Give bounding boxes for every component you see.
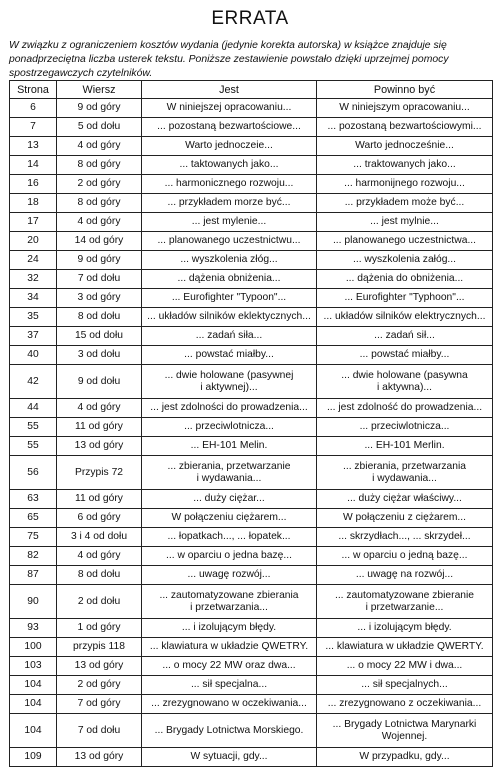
cell-is: ... pozostaną bezwartościowe... [142,118,317,137]
cell-page: 63 [10,490,57,509]
cell-line: 11 od góry [57,418,142,437]
cell-line: 7 od góry [57,695,142,714]
cell-should-be: W niniejszym opracowaniu... [317,99,493,118]
cell-should-be: ... dwie holowane (pasywna i aktywna)... [317,365,493,399]
cell-page: 24 [10,251,57,270]
cell-is: ... planowanego uczestnictwu... [142,232,317,251]
cell-should-be: ... Brygady Lotnictwa Marynarki Wojennej. [317,714,493,748]
cell-line: 13 od góry [57,437,142,456]
cell-is: ... zrezygnowano w oczekiwania... [142,695,317,714]
table-row [10,289,493,308]
cell-is: Warto jednoczeie... [142,137,317,156]
cell-line: 11 od góry [57,490,142,509]
cell-line: 13 od góry [57,657,142,676]
cell-should-be: ... o mocy 22 MW i dwa... [317,657,493,676]
cell-page: 103 [10,657,57,676]
cell-should-be: ... harmonijnego rozwoju... [317,175,493,194]
cell-page: 44 [10,399,57,418]
cell-is: ... klawiatura w układzie QWETRY. [142,638,317,657]
cell-is: ... przykładem morze być... [142,194,317,213]
cell-page: 40 [10,346,57,365]
cell-is: ... uwagę rozwój... [142,566,317,585]
cell-should-be: ... zrezygnowano z oczekiwania... [317,695,493,714]
cell-page: 42 [10,365,57,399]
table-row [10,695,493,714]
cell-should-be: W połączeniu z ciężarem... [317,509,493,528]
table-row [10,270,493,289]
cell-should-be: ... jest zdolność do prowadzenia... [317,399,493,418]
cell-line: Przypis 72 [57,456,142,490]
header-is: Jest [142,81,317,99]
cell-line: 1 od góry [57,619,142,638]
cell-page: 87 [10,566,57,585]
table-row [10,714,493,748]
cell-is: ... zadań siła... [142,327,317,346]
errata-table [9,80,493,767]
cell-line: 9 od dołu [57,365,142,399]
table-row [10,118,493,137]
cell-is: ... Eurofighter "Typoon"... [142,289,317,308]
cell-page: 56 [10,456,57,490]
cell-is: ... Brygady Lotnictwa Morskiego. [142,714,317,748]
table-row [10,528,493,547]
cell-line: 2 od góry [57,175,142,194]
table-row [10,232,493,251]
cell-is: ... układów silników eklektycznych... [142,308,317,327]
table-row [10,638,493,657]
errata-rows [10,99,493,767]
cell-line: 4 od góry [57,137,142,156]
cell-should-be: ... zadań sił... [317,327,493,346]
table-row [10,456,493,490]
cell-should-be: ... w oparciu o jedną bazę... [317,547,493,566]
cell-is: ... zautomatyzowane zbierania i przetwarzania... [142,585,317,619]
table-row [10,585,493,619]
cell-is: W połączeniu ciężarem... [142,509,317,528]
cell-page: 34 [10,289,57,308]
cell-should-be: ... pozostaną bezwartościowymi... [317,118,493,137]
table-row [10,137,493,156]
cell-should-be: ... zbierania, przetwarzania i wydawania... [317,456,493,490]
table-header-row [10,81,493,99]
cell-is: ... i izolującym błędy. [142,619,317,638]
cell-page: 55 [10,437,57,456]
cell-should-be: ... i izolującym błędy. [317,619,493,638]
table-row [10,156,493,175]
table-row [10,346,493,365]
intro-paragraph: W związku z ograniczeniem kosztów wydania (jedynie korekta autorska) w książce znajduje się ponadprzeciętna liczba usterek tekstu. Poniższe zestawienie powstało dzięki uprzejmej pomocy spostrzegawczych czytelników. [9,40,449,79]
cell-page: 35 [10,308,57,327]
table-row [10,418,493,437]
table-row [10,566,493,585]
cell-should-be: ... powstać miałby... [317,346,493,365]
cell-line: 3 od góry [57,289,142,308]
cell-line: 7 od dołu [57,270,142,289]
cell-page: 104 [10,695,57,714]
cell-is: ... jest mylenie... [142,213,317,232]
cell-should-be: ... duży ciężar właściwy... [317,490,493,509]
cell-is: W sytuacji, gdy... [142,748,317,767]
table-row [10,365,493,399]
cell-line: 14 od góry [57,232,142,251]
table-row [10,676,493,695]
table-row [10,251,493,270]
cell-is: ... dwie holowane (pasywnej i aktywnej)... [142,365,317,399]
cell-line: 3 od dołu [57,346,142,365]
cell-line: 5 od dołu [57,118,142,137]
cell-page: 20 [10,232,57,251]
cell-should-be: ... zautomatyzowane zbieranie i przetwarzanie... [317,585,493,619]
cell-page: 100 [10,638,57,657]
cell-should-be: ... wyszkolenia załóg... [317,251,493,270]
cell-page: 14 [10,156,57,175]
table-row [10,327,493,346]
cell-page: 6 [10,99,57,118]
cell-page: 109 [10,748,57,767]
cell-should-be: W przypadku, gdy... [317,748,493,767]
header-should-be: Powinno być [317,81,493,99]
cell-is: ... zbierania, przetwarzanie i wydawania... [142,456,317,490]
cell-is: ... sił specjalna... [142,676,317,695]
cell-is: ... taktowanych jako... [142,156,317,175]
table-row [10,509,493,528]
page-title: ERRATA [211,8,289,29]
cell-page: 18 [10,194,57,213]
cell-should-be: ... planowanego uczestnictwa... [317,232,493,251]
cell-page: 7 [10,118,57,137]
cell-page: 93 [10,619,57,638]
cell-is: ... łopatkach..., ... łopatek... [142,528,317,547]
cell-is: ... o mocy 22 MW oraz dwa... [142,657,317,676]
cell-line: 2 od dołu [57,585,142,619]
cell-page: 90 [10,585,57,619]
cell-line: 4 od góry [57,399,142,418]
cell-page: 32 [10,270,57,289]
cell-page: 104 [10,676,57,695]
header-page: Strona [10,81,57,99]
cell-line: przypis 118 [57,638,142,657]
cell-should-be: ... sił specjalnych... [317,676,493,695]
cell-page: 104 [10,714,57,748]
table-row [10,399,493,418]
cell-line: 7 od dołu [57,714,142,748]
table-row [10,99,493,118]
cell-should-be: ... układów silników elektrycznych... [317,308,493,327]
cell-page: 13 [10,137,57,156]
cell-line: 15 od dołu [57,327,142,346]
cell-is: ... EH-101 Melin. [142,437,317,456]
table-row [10,308,493,327]
cell-line: 8 od dołu [57,308,142,327]
cell-is: ... dążenia obniżenia... [142,270,317,289]
cell-is: ... harmonicznego rozwoju... [142,175,317,194]
table-row [10,437,493,456]
cell-is: ... duży ciężar... [142,490,317,509]
cell-is: ... jest zdolności do prowadzenia... [142,399,317,418]
table-row [10,194,493,213]
header-line: Wiersz [57,81,142,99]
cell-page: 82 [10,547,57,566]
cell-should-be: ... przeciwlotnicza... [317,418,493,437]
table-row [10,175,493,194]
cell-is: ... przeciwlotnicza... [142,418,317,437]
cell-should-be: ... skrzydłach..., ... skrzydeł... [317,528,493,547]
cell-is: ... wyszkolenia złóg... [142,251,317,270]
cell-line: 9 od góry [57,251,142,270]
cell-page: 37 [10,327,57,346]
cell-should-be: ... Eurofighter "Typhoon"... [317,289,493,308]
cell-line: 8 od góry [57,156,142,175]
cell-should-be: ... jest mylnie... [317,213,493,232]
cell-page: 17 [10,213,57,232]
cell-line: 3 i 4 od dołu [57,528,142,547]
cell-line: 8 od dołu [57,566,142,585]
cell-line: 2 od góry [57,676,142,695]
table-row [10,490,493,509]
cell-page: 75 [10,528,57,547]
table-row [10,547,493,566]
cell-should-be: ... przykładem może być... [317,194,493,213]
table-row [10,619,493,638]
cell-is: W niniejszej opracowaniu... [142,99,317,118]
cell-should-be: Warto jednocześnie... [317,137,493,156]
table-row [10,657,493,676]
cell-page: 55 [10,418,57,437]
cell-should-be: ... EH-101 Merlin. [317,437,493,456]
cell-should-be: ... klawiatura w układzie QWERTY. [317,638,493,657]
cell-page: 65 [10,509,57,528]
table-row [10,748,493,767]
cell-line: 6 od góry [57,509,142,528]
cell-line: 9 od góry [57,99,142,118]
cell-line: 4 od góry [57,547,142,566]
cell-line: 4 od góry [57,213,142,232]
cell-is: ... powstać miałby... [142,346,317,365]
cell-page: 16 [10,175,57,194]
cell-should-be: ... uwagę na rozwój... [317,566,493,585]
cell-line: 8 od góry [57,194,142,213]
table-row [10,213,493,232]
cell-should-be: ... traktowanych jako... [317,156,493,175]
cell-should-be: ... dążenia do obniżenia... [317,270,493,289]
cell-line: 13 od góry [57,748,142,767]
cell-is: ... w oparciu o jedna bazę... [142,547,317,566]
